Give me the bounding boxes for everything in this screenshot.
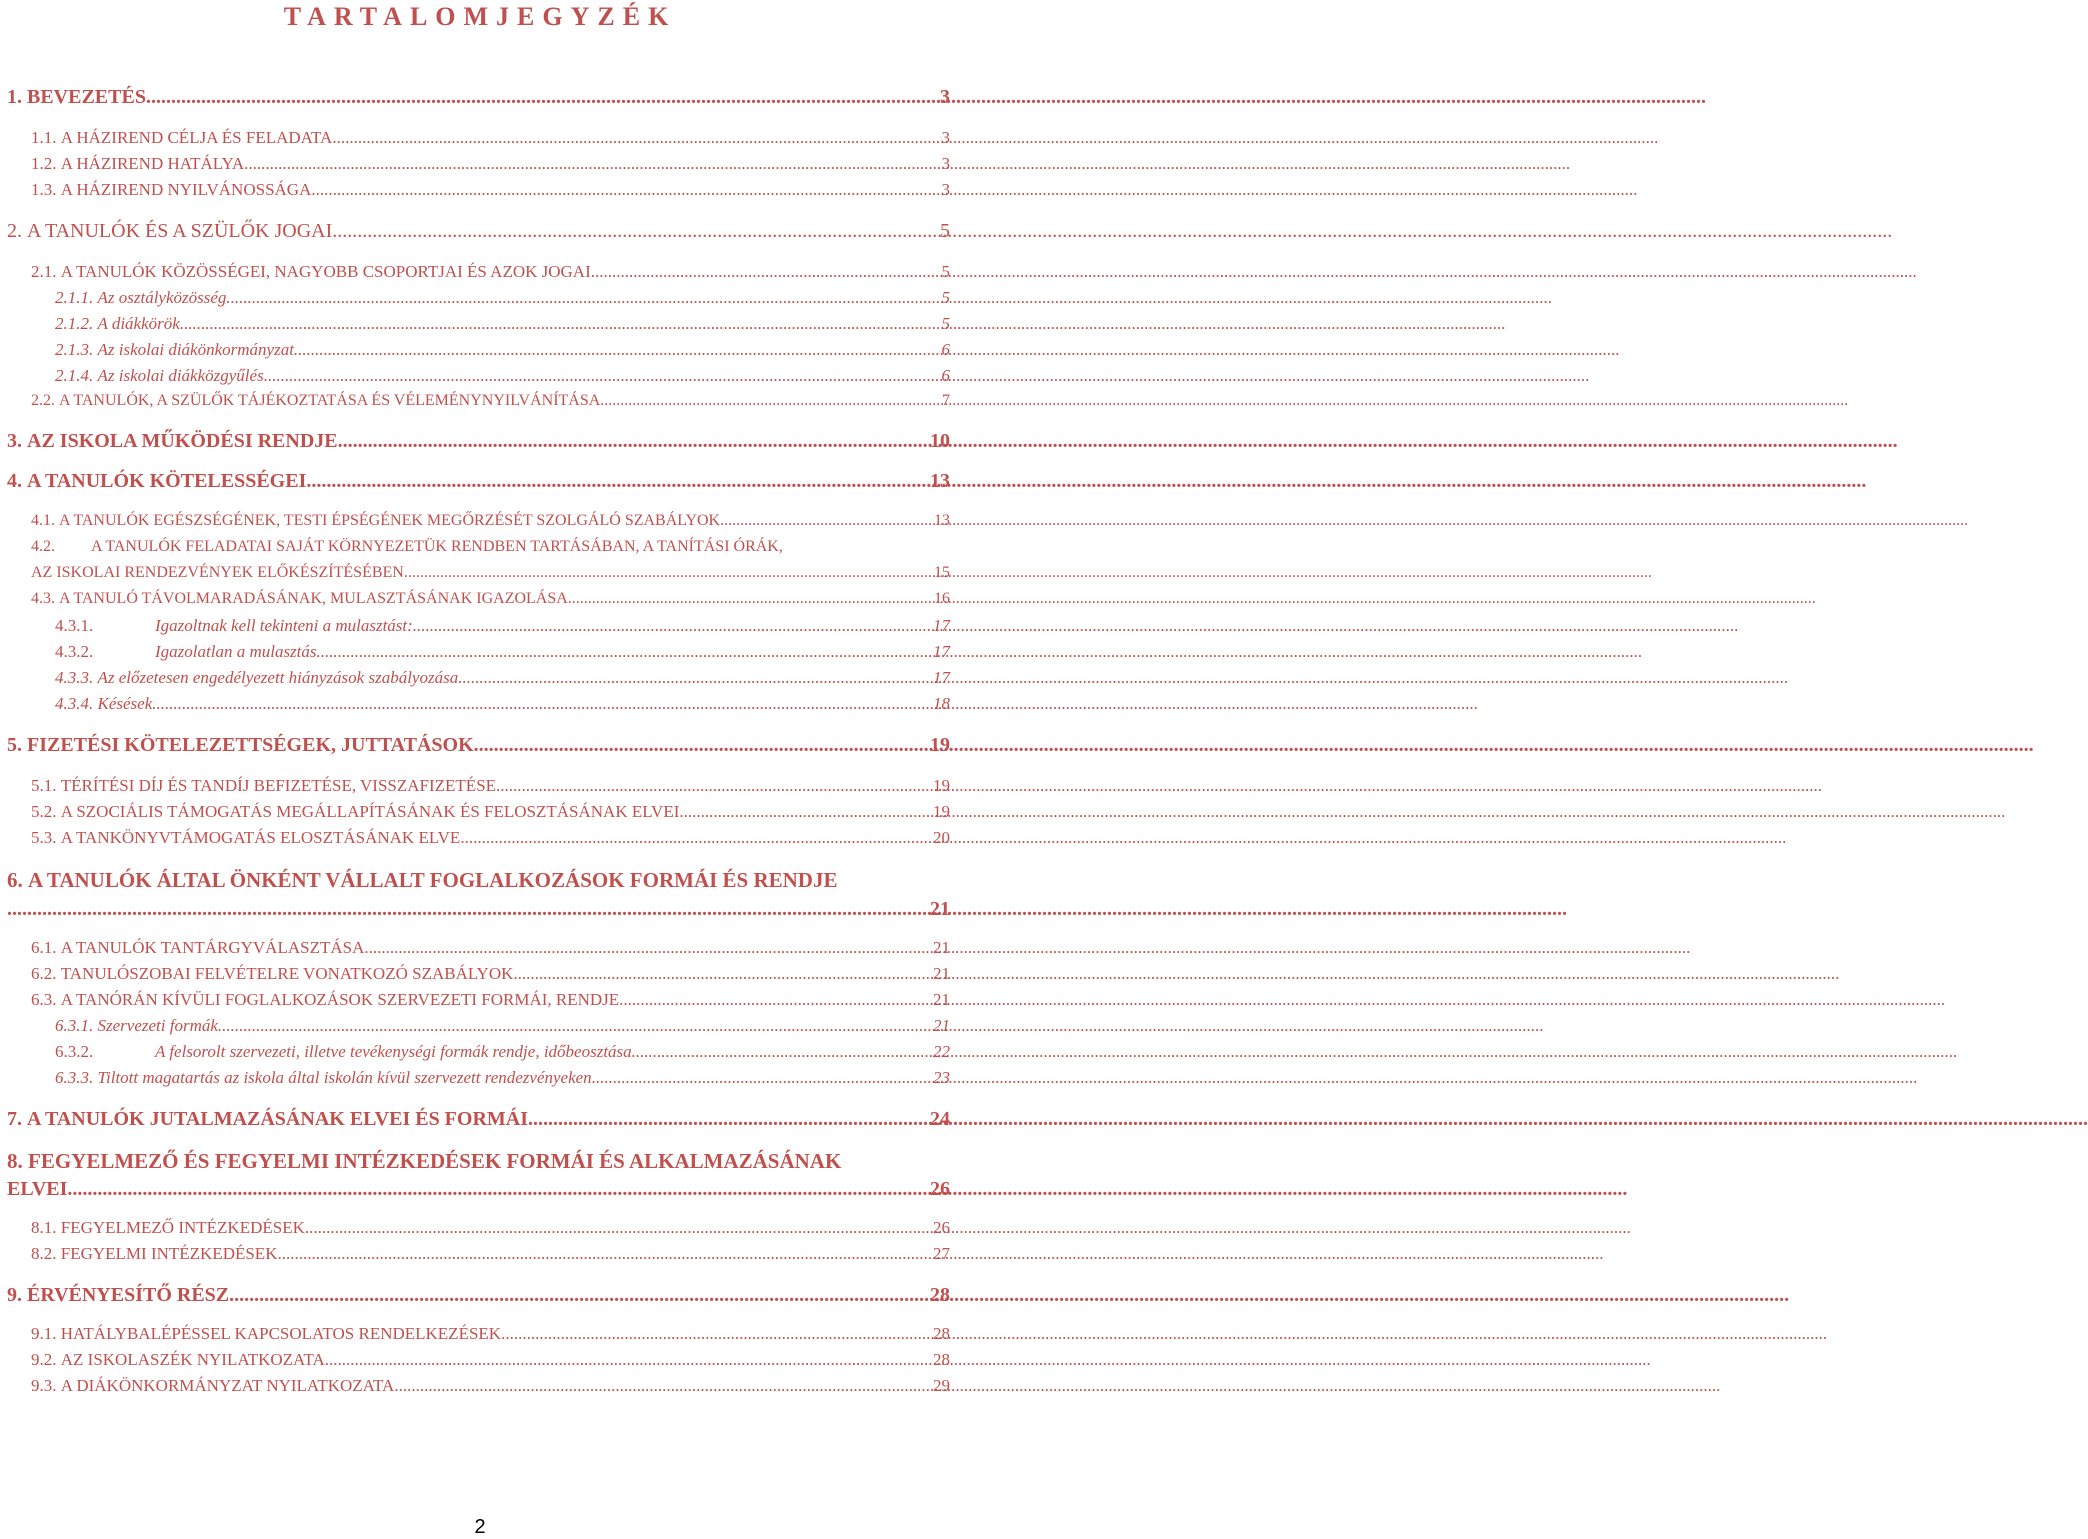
entry-label: BEVEZETÉS: [27, 86, 146, 108]
entry-page: 28: [933, 1324, 950, 1343]
entry-label: FIZETÉSI KÖTELEZETTSÉGEK, JUTTATÁSOK: [27, 734, 474, 756]
entry-page: 28: [933, 1350, 950, 1369]
entry-number: 1.1.: [31, 128, 57, 147]
entry-page: 17: [933, 616, 950, 635]
toc-entry-1[interactable]: [7, 86, 950, 109]
entry-label: Szervezeti formák: [97, 1016, 218, 1035]
dot-leader: [592, 1068, 931, 1088]
toc-entry-2-2[interactable]: [31, 392, 950, 410]
entry-number: 5.1.: [31, 776, 57, 795]
toc-entry-2-1-3[interactable]: [55, 340, 950, 360]
entry-page: 21: [933, 1016, 950, 1035]
entry-page: 19: [933, 802, 950, 821]
entry-number: 2.1.2.: [55, 314, 94, 333]
toc-title: TARTALOMJEGYZÉK: [283, 2, 677, 31]
entry-label: FEGYELMEZŐ ÉS FEGYELMI INTÉZKEDÉSEK FORMÁI ÉS ALKALMAZÁSÁNAK: [28, 1149, 842, 1173]
dot-leader: [591, 262, 940, 282]
entry-number: 5.: [7, 734, 22, 756]
toc-entry-8-line2[interactable]: [7, 1178, 950, 1201]
dot-leader: [513, 964, 931, 984]
entry-label: HATÁLYBALÉPÉSSEL KAPCSOLATOS RENDELKEZÉSEK: [60, 1324, 502, 1343]
entry-page: 6: [941, 340, 950, 359]
entry-number: 4.3.3.: [55, 668, 94, 687]
dot-leader: [338, 430, 928, 453]
page-number: 2: [474, 1516, 486, 1538]
entry-number: 4.3.: [31, 590, 55, 607]
toc-entry-4-1[interactable]: [31, 512, 950, 530]
toc-entry-2-1-2[interactable]: [55, 314, 950, 334]
toc-entry-6-1[interactable]: [31, 938, 950, 958]
entry-label: AZ ISKOLASZÉK NYILATKOZATA: [60, 1350, 325, 1369]
toc-entry-1-1[interactable]: [31, 128, 950, 148]
entry-number: 6.2.: [31, 964, 57, 983]
entry-label: A TANULÓK, A SZÜLŐK TÁJÉKOZTATÁSA ÉS VÉLEMÉNYNYILVÁNÍTÁSA: [59, 392, 601, 409]
entry-number: 2.1.: [31, 262, 57, 281]
entry-page: 5: [941, 262, 950, 281]
toc-entry-4-2-line1[interactable]: [31, 538, 783, 556]
entry-page: 3: [941, 128, 950, 147]
toc-entry-2-1[interactable]: [31, 262, 950, 282]
entry-number: 2.: [7, 220, 22, 242]
dot-leader: [501, 1324, 931, 1344]
entry-label: Igazoltnak kell tekinteni a mulasztást:: [155, 616, 413, 635]
dot-leader: [720, 512, 932, 530]
toc-entry-6-line2[interactable]: [7, 898, 950, 921]
entry-label: FEGYELMI INTÉZKEDÉSEK: [60, 1244, 278, 1263]
entry-number: 9.2.: [31, 1350, 57, 1369]
entry-page: 15: [934, 564, 950, 581]
entry-label: A TANULÓK KÖTELESSÉGEI: [27, 470, 307, 492]
entry-label: AZ ISKOLA MŰKÖDÉSI RENDJE: [27, 430, 338, 452]
document-page: [0, 0, 960, 1539]
toc-entry-8-line1[interactable]: [7, 1149, 841, 1174]
toc-entry-4-3[interactable]: [31, 590, 950, 608]
entry-number: 6.3.2.: [55, 1042, 94, 1061]
dot-leader: [413, 616, 931, 636]
toc-entry-9-2[interactable]: [31, 1350, 950, 1370]
entry-page: 28: [930, 1284, 950, 1306]
dot-leader: [264, 366, 940, 386]
entry-page: 19: [933, 776, 950, 795]
dot-leader: [7, 898, 928, 921]
entry-number: 5.2.: [31, 802, 57, 821]
entry-page: 7: [942, 392, 950, 409]
toc-entry-1-3[interactable]: [31, 180, 950, 200]
entry-label-continued: AZ ISKOLAI RENDEZVÉNYEK ELŐKÉSZÍTÉSÉBEN: [31, 564, 404, 581]
dot-leader: [152, 694, 931, 714]
toc-entry-7[interactable]: [7, 1108, 950, 1131]
dot-leader: [146, 86, 938, 109]
entry-label: A TANULÓK FELADATAI SAJÁT KÖRNYEZETÜK RENDBEN TARTÁSÁBAN, A TANÍTÁSI ÓRÁK,: [91, 538, 783, 555]
toc-entry-4-2-line2[interactable]: [31, 564, 950, 582]
entry-page: 21: [933, 964, 950, 983]
entry-label: Igazolatlan a mulasztás: [155, 642, 317, 661]
entry-number: 6.: [7, 868, 23, 892]
entry-label: A DIÁKÖNKORMÁNYZAT NYILATKOZATA: [60, 1376, 395, 1395]
toc-entry-6-3-3[interactable]: [55, 1068, 950, 1088]
entry-number: 2.1.3.: [55, 340, 94, 359]
entry-label: Késések: [97, 694, 153, 713]
entry-label: A TANULÓK JUTALMAZÁSÁNAK ELVEI ÉS FORMÁI: [27, 1108, 529, 1130]
entry-number: 1.3.: [31, 180, 57, 199]
entry-page: 27: [933, 1244, 950, 1263]
entry-page: 22: [933, 1042, 950, 1061]
entry-number: 9.1.: [31, 1324, 57, 1343]
entry-label: A HÁZIREND CÉLJA ÉS FELADATA: [60, 128, 333, 147]
entry-page: 3: [940, 86, 950, 108]
entry-number: 2.2.: [31, 392, 55, 409]
dot-leader: [600, 392, 940, 410]
dot-leader: [632, 1042, 931, 1062]
toc-entry-1-2[interactable]: [31, 154, 950, 174]
entry-page: 5: [941, 314, 950, 333]
dot-leader: [305, 1218, 931, 1238]
entry-page: 6: [941, 366, 950, 385]
dot-leader: [229, 1284, 928, 1307]
entry-label: A TANULÓK EGÉSZSÉGÉNEK, TESTI ÉPSÉGÉNEK MEGŐRZÉSÉT SZOLGÁLÓ SZABÁLYOK: [59, 512, 721, 529]
entry-page: 13: [934, 512, 950, 529]
entry-number: 9.3.: [31, 1376, 57, 1395]
entry-number: 8.: [7, 1149, 23, 1173]
entry-number: 6.3.1.: [55, 1016, 94, 1035]
entry-number: 9.: [7, 1284, 22, 1306]
entry-number: 8.1.: [31, 1218, 57, 1237]
entry-page: 5: [941, 288, 950, 307]
entry-page: 26: [933, 1218, 950, 1237]
dot-leader: [218, 1016, 931, 1036]
entry-number: 4.1.: [31, 512, 55, 529]
entry-label: Az előzetesen engedélyezett hiányzások szabályozása.: [97, 668, 463, 687]
toc-entry-4-3-4[interactable]: [55, 694, 950, 714]
toc-entry-6-line1[interactable]: [7, 868, 837, 893]
entry-page: 5: [940, 220, 950, 242]
dot-leader: [311, 180, 939, 200]
entry-page: 18: [933, 694, 950, 713]
entry-label: TANULÓSZOBAI FELVÉTELRE VONATKOZÓ SZABÁLYOK: [60, 964, 514, 983]
entry-label-continued: ELVEI: [7, 1178, 68, 1200]
entry-page: 24: [930, 1108, 950, 1130]
entry-number: 8.2.: [31, 1244, 57, 1263]
entry-page: 19: [930, 734, 950, 756]
dot-leader: [294, 340, 940, 360]
entry-page: 16: [934, 590, 950, 607]
toc-entry-5[interactable]: [7, 734, 950, 757]
dot-leader: [226, 288, 939, 308]
entry-number: 4.: [7, 470, 22, 492]
toc-entry-9-1[interactable]: [31, 1324, 950, 1344]
entry-page: 23: [933, 1068, 950, 1087]
dot-leader: [67, 1178, 928, 1201]
toc-entry-6-2[interactable]: [31, 964, 950, 984]
dot-leader: [394, 1376, 931, 1396]
entry-number: 6.3.3.: [55, 1068, 94, 1087]
dot-leader: [364, 938, 931, 958]
entry-number: 6.1.: [31, 938, 57, 957]
dot-leader: [317, 642, 931, 662]
entry-number: 4.3.1.: [55, 616, 94, 635]
entry-page: 21: [930, 898, 950, 920]
toc-entry-2-1-4[interactable]: [55, 366, 950, 386]
entry-page: 3: [941, 180, 950, 199]
dot-leader: [528, 1108, 928, 1131]
dot-leader: [462, 668, 931, 688]
entry-label: Tiltott magatartás az iskola által iskolán kívül szervezett rendezvényeken: [97, 1068, 592, 1087]
dot-leader: [496, 776, 931, 796]
toc-entry-4[interactable]: [7, 470, 950, 493]
dot-leader: [332, 128, 939, 148]
dot-leader: [277, 1244, 931, 1264]
entry-page: 29: [933, 1376, 950, 1395]
entry-page: 21: [933, 938, 950, 957]
entry-label: Az iskolai diákönkormányzat: [97, 340, 294, 359]
toc-entry-2-1-1[interactable]: [55, 288, 950, 308]
dot-leader: [180, 314, 940, 334]
entry-label: A HÁZIREND HATÁLYA: [60, 154, 245, 173]
entry-label: FEGYELMEZŐ INTÉZKEDÉSEK: [60, 1218, 305, 1237]
entry-page: 17: [933, 642, 950, 661]
toc-entry-9-3[interactable]: [31, 1376, 950, 1396]
entry-label: A TANULÓK KÖZÖSSÉGEI, NAGYOBB CSOPORTJAI ÉS AZOK JOGAI: [60, 262, 591, 281]
dot-leader: [306, 470, 928, 493]
entry-page: 3: [941, 154, 950, 173]
entry-number: 1.: [7, 86, 22, 108]
entry-number: 6.3.: [31, 990, 57, 1009]
entry-page: 17: [933, 668, 950, 687]
toc-entry-2[interactable]: [7, 220, 950, 243]
dot-leader: [568, 590, 932, 608]
entry-number: 3.: [7, 430, 22, 452]
toc-entry-5-2[interactable]: [31, 802, 950, 822]
dot-leader: [244, 154, 939, 174]
toc-entry-8-1[interactable]: [31, 1218, 950, 1238]
toc-entry-6-3-1[interactable]: [55, 1016, 950, 1036]
entry-label: A TANKÖNYVTÁMOGATÁS ELOSZTÁSÁNAK ELVE: [60, 828, 461, 847]
toc-entry-6-3-2[interactable]: [55, 1042, 950, 1062]
entry-label: A TANULÓK ÉS A SZÜLŐK JOGAI: [27, 220, 333, 242]
entry-number: 4.2.: [31, 538, 55, 555]
toc-entry-4-3-1[interactable]: [55, 616, 950, 636]
entry-label: A TANULÓK TANTÁRGYVÁLASZTÁSA: [60, 938, 365, 957]
entry-label: A diákkörök: [97, 314, 180, 333]
entry-number: 2.1.1.: [55, 288, 94, 307]
entry-number: 1.2.: [31, 154, 57, 173]
toc-entry-6-3[interactable]: [31, 990, 950, 1010]
toc-entry-5-1[interactable]: [31, 776, 950, 796]
entry-page: 13: [930, 470, 950, 492]
entry-page: 20: [933, 828, 950, 847]
entry-label: A TANULÓK ÁLTAL ÖNKÉNT VÁLLALT FOGLALKOZÁSOK FORMÁI ÉS RENDJE: [28, 868, 838, 892]
dot-leader: [619, 990, 931, 1010]
dot-leader: [404, 564, 932, 582]
entry-number: 2.1.4.: [55, 366, 94, 385]
entry-label: TÉRÍTÉSI DÍJ ÉS TANDÍJ BEFIZETÉSE, VISSZAFIZETÉSE: [60, 776, 497, 795]
entry-label: A TANULÓ TÁVOLMARADÁSÁNAK, MULASZTÁSÁNAK IGAZOLÁSA: [59, 590, 568, 607]
toc-entry-5-3[interactable]: [31, 828, 950, 848]
entry-page: 26: [930, 1178, 950, 1200]
dot-leader: [460, 828, 931, 848]
entry-label: ÉRVÉNYESÍTŐ RÉSZ: [27, 1284, 230, 1306]
entry-label: Az iskolai diákközgyűlés: [97, 366, 264, 385]
entry-number: 4.3.2.: [55, 642, 94, 661]
entry-label: A HÁZIREND NYILVÁNOSSÁGA: [60, 180, 312, 199]
entry-label: A SZOCIÁLIS TÁMOGATÁS MEGÁLLAPÍTÁSÁNAK ÉS FELOSZTÁSÁNAK ELVEI: [60, 802, 680, 821]
dot-leader: [325, 1350, 931, 1370]
entry-number: 4.3.4.: [55, 694, 94, 713]
dot-leader: [679, 802, 931, 822]
entry-page: 21: [933, 990, 950, 1009]
entry-number: 7.: [7, 1108, 22, 1130]
entry-label: A felsorolt szervezeti, illetve tevékenységi formák rendje, időbeosztása: [155, 1042, 632, 1061]
entry-label: Az osztályközösség: [97, 288, 227, 307]
toc-entry-4-3-3[interactable]: [55, 668, 950, 688]
entry-label: A TANÓRÁN KÍVÜLI FOGLALKOZÁSOK SZERVEZETI FORMÁI, RENDJE: [60, 990, 620, 1009]
entry-number: 5.3.: [31, 828, 57, 847]
toc-entry-4-3-2[interactable]: [55, 642, 950, 662]
toc-entry-3[interactable]: [7, 430, 950, 453]
dot-leader: [332, 220, 938, 243]
entry-page: 10: [930, 430, 950, 452]
toc-entry-9[interactable]: [7, 1284, 950, 1307]
dot-leader: [474, 734, 928, 757]
toc-entry-8-2[interactable]: [31, 1244, 950, 1264]
